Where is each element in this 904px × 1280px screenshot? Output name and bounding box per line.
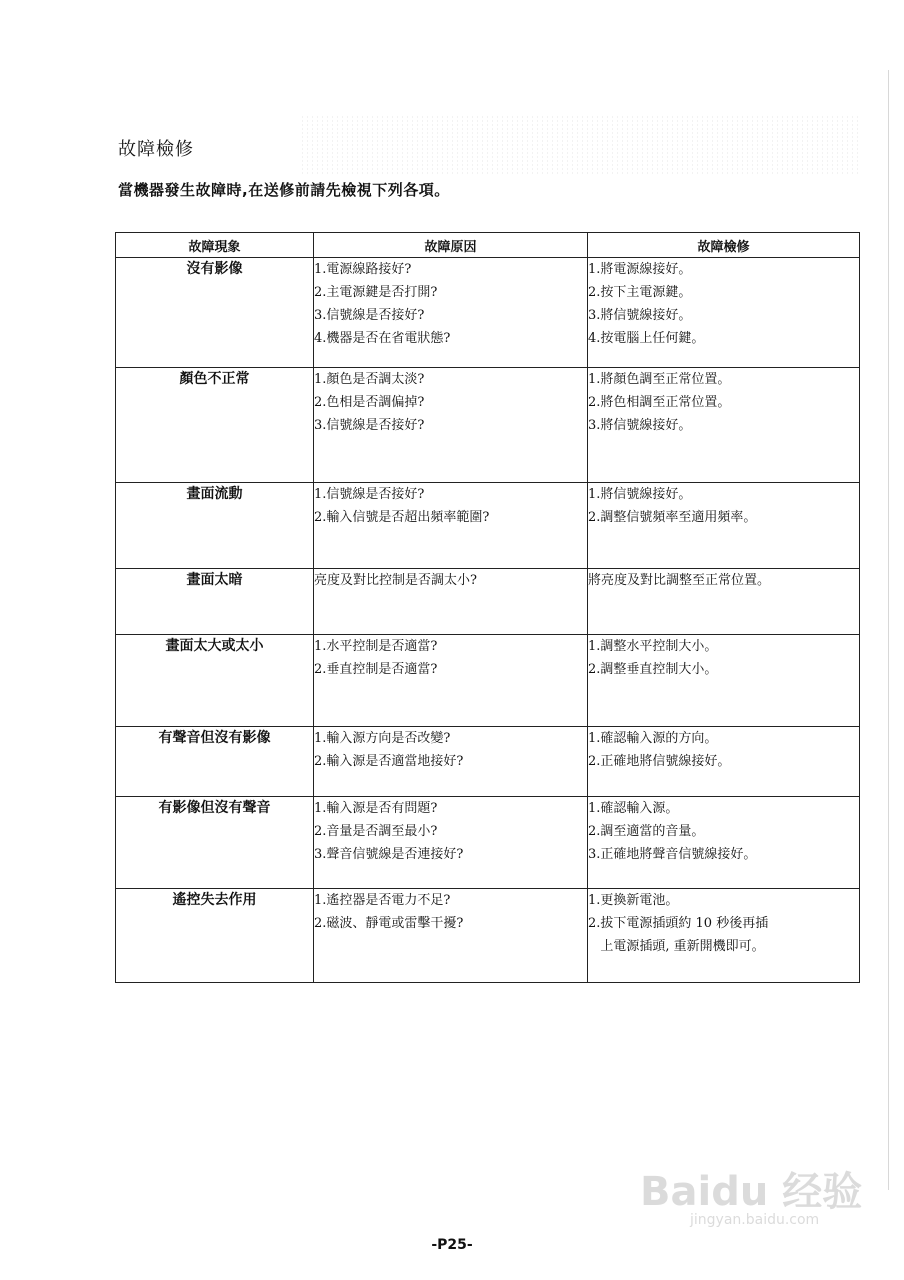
fix-cell <box>588 569 860 635</box>
fix-line: 3.將信號線接好。 <box>588 308 692 323</box>
page-title: 故障檢修 <box>118 139 194 160</box>
fix-line: 1.將顏色調至正常位置。 <box>588 372 731 387</box>
cause-line: 1.電源線路接好? <box>314 262 412 277</box>
cause-line: 2.磁波、靜電或雷擊干擾? <box>314 916 464 931</box>
cause-line: 2.主電源鍵是否打開? <box>314 285 438 300</box>
fix-line: 3.正確地將聲音信號線接好。 <box>588 847 757 862</box>
fix-line: 1.更換新電池。 <box>588 893 679 908</box>
cause-line: 2.輸入源是否適當地接好? <box>314 754 464 769</box>
table-row <box>116 797 860 889</box>
fix-line: 2.按下主電源鍵。 <box>588 285 692 300</box>
fix-line: 1.將電源線接好。 <box>588 262 692 277</box>
symptom-cell: 顏色不正常 <box>116 368 314 483</box>
cause-cell <box>314 797 588 889</box>
cause-line: 2.垂直控制是否適當? <box>314 662 438 677</box>
baidu-watermark <box>640 1160 870 1240</box>
cause-line: 3.信號線是否接好? <box>314 418 425 433</box>
page-subtitle: 當機器發生故障時,在送修前請先檢視下列各項。 <box>118 181 450 199</box>
cause-cell <box>314 368 588 483</box>
fix-line: 1.將信號線接好。 <box>588 487 692 502</box>
watermark-url: jingyan.baidu.com <box>690 1212 820 1228</box>
cause-line: 4.機器是否在省電狀態? <box>314 331 451 346</box>
cause-line: 亮度及對比控制是否調太小? <box>314 573 477 588</box>
fix-cell <box>588 483 860 569</box>
fix-line: 2.調整信號頻率至適用頻率。 <box>588 510 757 525</box>
header-cause: 故障原因 <box>314 233 588 258</box>
table-row <box>116 483 860 569</box>
scan-noise <box>300 115 860 175</box>
cause-line: 3.信號線是否接好? <box>314 308 425 323</box>
table-header-row <box>116 233 860 258</box>
cause-cell <box>314 258 588 368</box>
fix-line: 2.調至適當的音量。 <box>588 824 705 839</box>
cause-line: 1.輸入源方向是否改變? <box>314 731 451 746</box>
cause-cell <box>314 483 588 569</box>
fix-line: 將亮度及對比調整至正常位置。 <box>588 573 771 588</box>
symptom-cell: 畫面太大或太小 <box>116 635 314 727</box>
header-symptom: 故障現象 <box>116 233 314 258</box>
cause-line: 3.聲音信號線是否連接好? <box>314 847 464 862</box>
cause-cell <box>314 569 588 635</box>
fix-line: 2.將色相調至正常位置。 <box>588 395 731 410</box>
cause-line: 1.顏色是否調太淡? <box>314 372 425 387</box>
fix-cell <box>588 727 860 797</box>
fix-line: 1.確認輸入源的方向。 <box>588 731 718 746</box>
fix-line: 2.拔下電源插頭約 10 秒後再插 <box>588 916 769 931</box>
fix-line: 上電源插頭, 重新開機即可。 <box>588 939 765 954</box>
table-row <box>116 727 860 797</box>
fix-line: 1.調整水平控制大小。 <box>588 639 718 654</box>
fix-cell <box>588 797 860 889</box>
table-row <box>116 889 860 983</box>
cause-cell <box>314 635 588 727</box>
symptom-cell: 有聲音但沒有影像 <box>116 727 314 797</box>
symptom-cell: 有影像但沒有聲音 <box>116 797 314 889</box>
cause-line: 1.信號線是否接好? <box>314 487 425 502</box>
table-row <box>116 258 860 368</box>
header-fix: 故障檢修 <box>588 233 860 258</box>
symptom-cell: 沒有影像 <box>116 258 314 368</box>
cause-line: 1.水平控制是否適當? <box>314 639 438 654</box>
fix-cell <box>588 635 860 727</box>
symptom-cell: 畫面太暗 <box>116 569 314 635</box>
cause-line: 1.遙控器是否電力不足? <box>314 893 451 908</box>
fix-line: 2.正確地將信號線接好。 <box>588 754 731 769</box>
cause-line: 2.輸入信號是否超出頻率範圍? <box>314 510 490 525</box>
cause-line: 2.色相是否調偏掉? <box>314 395 425 410</box>
table-row <box>116 368 860 483</box>
page-number: -P25- <box>431 1237 473 1253</box>
baidu-logo: Baidu 经验 <box>640 1169 863 1215</box>
cause-line: 2.音量是否調至最小? <box>314 824 438 839</box>
fix-line: 3.將信號線接好。 <box>588 418 692 433</box>
fix-cell <box>588 368 860 483</box>
symptom-cell: 遙控失去作用 <box>116 889 314 983</box>
cause-cell <box>314 889 588 983</box>
fix-line: 2.調整垂直控制大小。 <box>588 662 718 677</box>
fix-cell <box>588 258 860 368</box>
table-row <box>116 635 860 727</box>
cause-cell <box>314 727 588 797</box>
fix-line: 4.按電腦上任何鍵。 <box>588 331 705 346</box>
fix-cell <box>588 889 860 983</box>
troubleshooting-table <box>115 232 860 983</box>
table-row <box>116 569 860 635</box>
fix-line: 1.確認輸入源。 <box>588 801 679 816</box>
scan-edge-line <box>888 70 889 1190</box>
symptom-cell: 畫面流動 <box>116 483 314 569</box>
cause-line: 1.輸入源是否有問題? <box>314 801 438 816</box>
